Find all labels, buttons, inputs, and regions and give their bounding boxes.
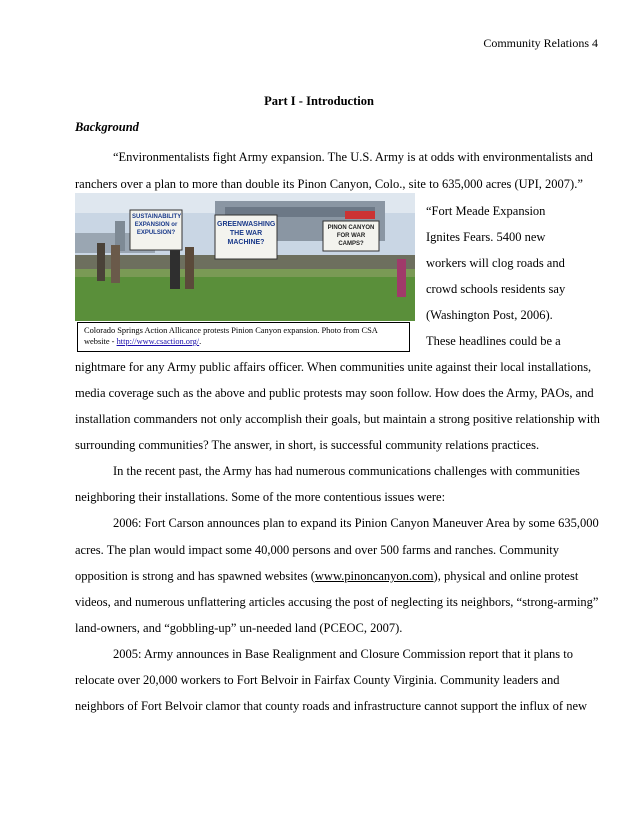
body-text: ), physical and online protest xyxy=(433,569,579,583)
body-line: ranchers over a plan to more than double its Pinon Canyon, Colo., site to 635,000 acres (UPI, 2007).” xyxy=(75,177,583,191)
body-line: neighboring their installations. Some of the more contentious issues were: xyxy=(75,490,446,504)
subheading: Background xyxy=(75,120,139,134)
body-line: neighbors of Fort Belvoir clamor that county roads and infrastructure cannot support the influx of new xyxy=(75,699,588,713)
body-line: media coverage such as the above and public protests may soon follow. How does the Army, PAOs, and xyxy=(75,386,594,400)
body-line: land-owners, and “gobbling-up” un-needed land (PCEOC, 2007). xyxy=(75,621,403,635)
body-line: crowd schools residents say xyxy=(426,282,566,296)
sign-text: GREENWASHING THE WAR MACHINE? xyxy=(217,221,276,246)
caption-prefix: website - xyxy=(84,337,117,346)
body-line: Ignites Fears. 5400 new xyxy=(426,230,546,244)
caption-link[interactable]: http://www.csaction.org/ xyxy=(116,337,200,346)
caption-suffix: . xyxy=(199,337,202,346)
body-line xyxy=(75,569,578,583)
body-line: “Fort Meade Expansion xyxy=(426,204,546,218)
body-line: 2005: Army announces in Base Realignment and Closure Commission report that it plans to xyxy=(113,647,574,661)
body-line: “Environmentalists fight Army expansion. The U.S. Army is at odds with environmentalists and xyxy=(113,150,593,164)
body-line: installation commanders not only accomplish their goals, but maintain a strong positive relationship with xyxy=(75,412,600,426)
body-line: relocate over 20,000 workers to Fort Belvoir in Fairfax County Virginia. Community leaders and xyxy=(75,673,560,687)
photo-caption xyxy=(77,322,410,352)
caption-line1: Colorado Springs Action Allicance protests Pinion Canyon expansion. Photo from CSA xyxy=(84,326,378,335)
body-line: nightmare for any Army public affairs officer. When communities unite against their local installations, xyxy=(75,360,592,374)
running-head: Community Relations 4 xyxy=(483,36,598,50)
body-line: 2006: Fort Carson announces plan to expand its Pinion Canyon Maneuver Area by some 635,000 xyxy=(113,516,599,530)
body-line: videos, and numerous unflattering articles accusing the post of neglecting its neighbors, “strong-arming” xyxy=(75,595,599,609)
body-line: (Washington Post, 2006). xyxy=(426,308,553,322)
body-text: opposition is strong and has spawned websites ( xyxy=(75,569,315,583)
section-title: Part I - Introduction xyxy=(264,94,374,108)
body-line: In the recent past, the Army has had numerous communications challenges with communities xyxy=(113,464,580,478)
body-line: acres. The plan would impact some 40,000 persons and over 500 farms and ranches. Community xyxy=(75,543,560,557)
sign-text: SUSTAINABILITY EXPANSION or EXPULSION? xyxy=(132,214,182,236)
body-line: These headlines could be a xyxy=(426,334,561,348)
body-line: workers will clog roads and xyxy=(426,256,565,270)
protest-photo xyxy=(75,193,415,321)
pinoncanyon-link[interactable]: www.pinoncanyon.com xyxy=(314,569,434,583)
sign-text: PINON CANYON FOR WAR CAMPS? xyxy=(327,225,375,247)
body-line: surrounding communities? The answer, in short, is successful community relations practices. xyxy=(75,438,540,452)
